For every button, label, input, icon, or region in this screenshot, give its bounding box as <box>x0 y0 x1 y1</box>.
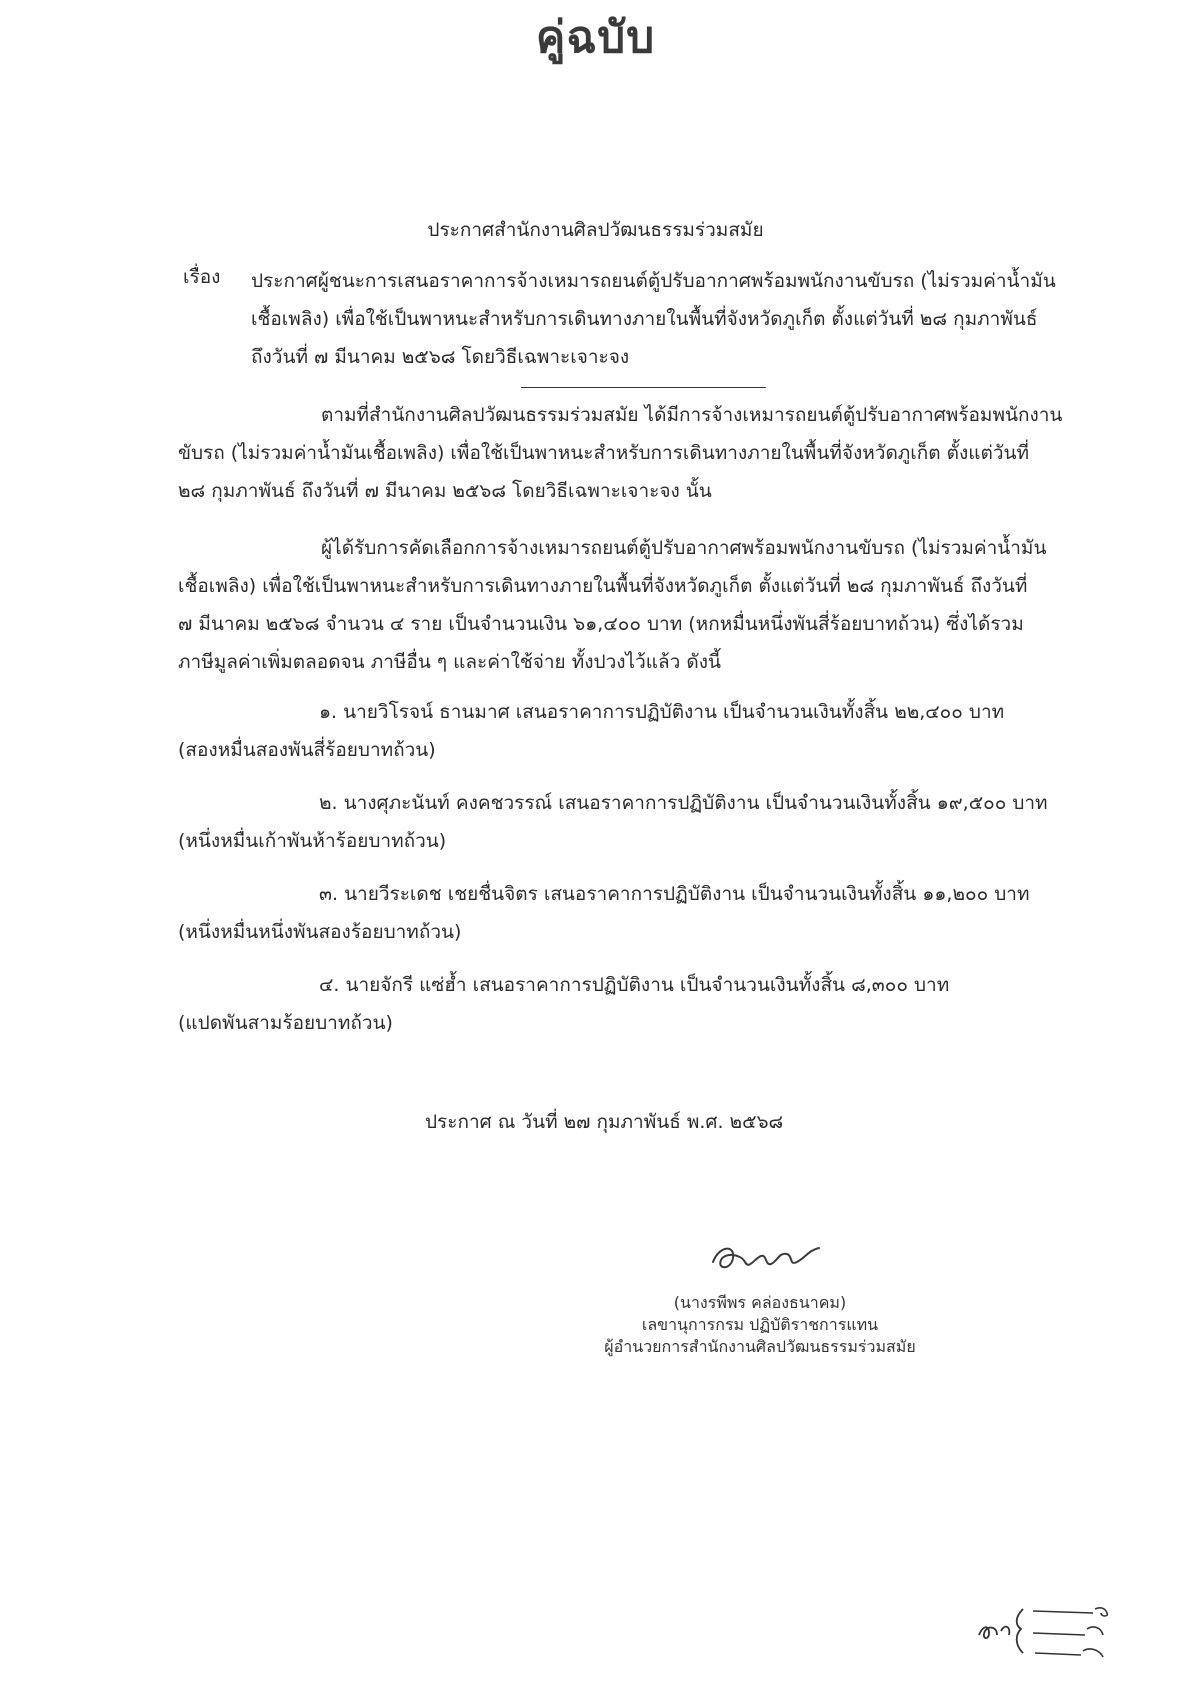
paragraph-2-line-2: เชื้อเพลิง) เพื่อใช้เป็นพาหนะสำหรับการเดินทางภายในพื้นที่จังหวัดภูเก็ต ตั้งแต่วันที่ ๒๘ กุมภาพันธ์ ถึงวันที่ <box>178 575 1028 597</box>
signatory-position-2: ผู้อำนวยการสำนักงานศิลปวัฒนธรรมร่วมสมัย <box>604 1337 916 1356</box>
signature-mark <box>705 1232 825 1282</box>
subject-line-3: ถึงวันที่ ๗ มีนาคม ๒๕๖๘ โดยวิธีเฉพาะเจาะจง <box>251 346 630 368</box>
subject-label: เรื่อง <box>183 266 221 288</box>
item-4-words: (แปดพันสามร้อยบาทถ้วน) <box>178 1012 393 1034</box>
paragraph-2 <box>178 529 1130 681</box>
list-item <box>178 966 1130 1042</box>
announcement-heading: ประกาศสำนักงานศิลปวัฒนธรรมร่วมสมัย <box>427 219 764 241</box>
paragraph-2-line-3: ๗ มีนาคม ๒๕๖๘ จำนวน ๔ ราย เป็นจำนวนเงิน ๖๑,๔๐๐ บาท (หกหมื่นหนึ่งพันสี่ร้อยบาทถ้วน) ซึ่งได้รวม <box>178 613 1024 635</box>
list-item <box>178 784 1130 860</box>
signatory-position-1: เลขานุการกรม ปฏิบัติราชการแทน <box>641 1315 879 1334</box>
subject-line-2: เชื้อเพลิง) เพื่อใช้เป็นพาหนะสำหรับการเดินทางภายในพื้นที่จังหวัดภูเก็ต ตั้งแต่วันที่ ๒๘ กุมภาพันธ์ <box>251 308 1038 330</box>
paragraph-1 <box>178 396 1130 510</box>
signatory-name: (นางรพีพร คล่องธนาคม) <box>673 1293 847 1312</box>
item-2-line: ๒. นางศุภะนันท์ คงคชวรรณ์ เสนอราคาการปฏิบัติงาน เป็นจำนวนเงินทั้งสิ้น ๑๙,๕๐๐ บาท <box>319 792 1048 814</box>
initials-mark <box>975 1595 1145 1665</box>
subject-line-1: ประกาศผู้ชนะการเสนอราคาการจ้างเหมารถยนต์ตู้ปรับอากาศพร้อมพนักงานขับรถ (ไม่รวมค่าน้ำมัน <box>251 270 1056 292</box>
paragraph-2-line-1: ผู้ได้รับการคัดเลือกการจ้างเหมารถยนต์ตู้ปรับอากาศพร้อมพนักงานขับรถ (ไม่รวมค่าน้ำมัน <box>321 537 1047 559</box>
paragraph-1-line-2: ขับรถ (ไม่รวมค่าน้ำมันเชื้อเพลิง) เพื่อใช้เป็นพาหนะสำหรับการเดินทางภายในพื้นที่จังหวัดภูเก็ต ตั้งแต่วันที่ <box>178 442 1030 464</box>
list-item <box>178 875 1130 951</box>
announcement-date: ประกาศ ณ วันที่ ๒๗ กุมภาพันธ์ พ.ศ. ๒๕๖๘ <box>425 1111 784 1133</box>
item-1-words: (สองหมื่นสองพันสี่ร้อยบาทถ้วน) <box>178 739 436 761</box>
item-2-words: (หนึ่งหมื่นเก้าพันห้าร้อยบาทถ้วน) <box>178 830 447 852</box>
paragraph-1-line-1: ตามที่สำนักงานศิลปวัฒนธรรมร่วมสมัย ได้มีการจ้างเหมารถยนต์ตู้ปรับอากาศพร้อมพนักงาน <box>321 404 1063 426</box>
copy-stamp: คู่ฉบับ <box>535 12 656 63</box>
item-3-line: ๓. นายวีระเดช เชยชื่นจิตร เสนอราคาการปฏิบัติงาน เป็นจำนวนเงินทั้งสิ้น ๑๑,๒๐๐ บาท <box>319 883 1030 905</box>
item-4-line: ๔. นายจักรี แซ่ฮ้ำ เสนอราคาการปฏิบัติงาน เป็นจำนวนเงินทั้งสิ้น ๘,๓๐๐ บาท <box>319 974 950 996</box>
paragraph-1-line-3: ๒๘ กุมภาพันธ์ ถึงวันที่ ๗ มีนาคม ๒๕๖๘ โดยวิธีเฉพาะเจาะจง นั้น <box>178 480 712 502</box>
list-item <box>178 693 1130 769</box>
item-1-line: ๑. นายวิโรจน์ ธานมาศ เสนอราคาการปฏิบัติงาน เป็นจำนวนเงินทั้งสิ้น ๒๒,๔๐๐ บาท <box>319 701 1005 723</box>
subject-text <box>251 262 1131 376</box>
paragraph-2-line-4: ภาษีมูลค่าเพิ่มตลอดจน ภาษีอื่น ๆ และค่าใช้จ่าย ทั้งปวงไว้แล้ว ดังนี้ <box>178 651 721 673</box>
heading-divider <box>521 387 766 388</box>
item-3-words: (หนึ่งหมื่นหนึ่งพันสองร้อยบาทถ้วน) <box>178 921 462 943</box>
